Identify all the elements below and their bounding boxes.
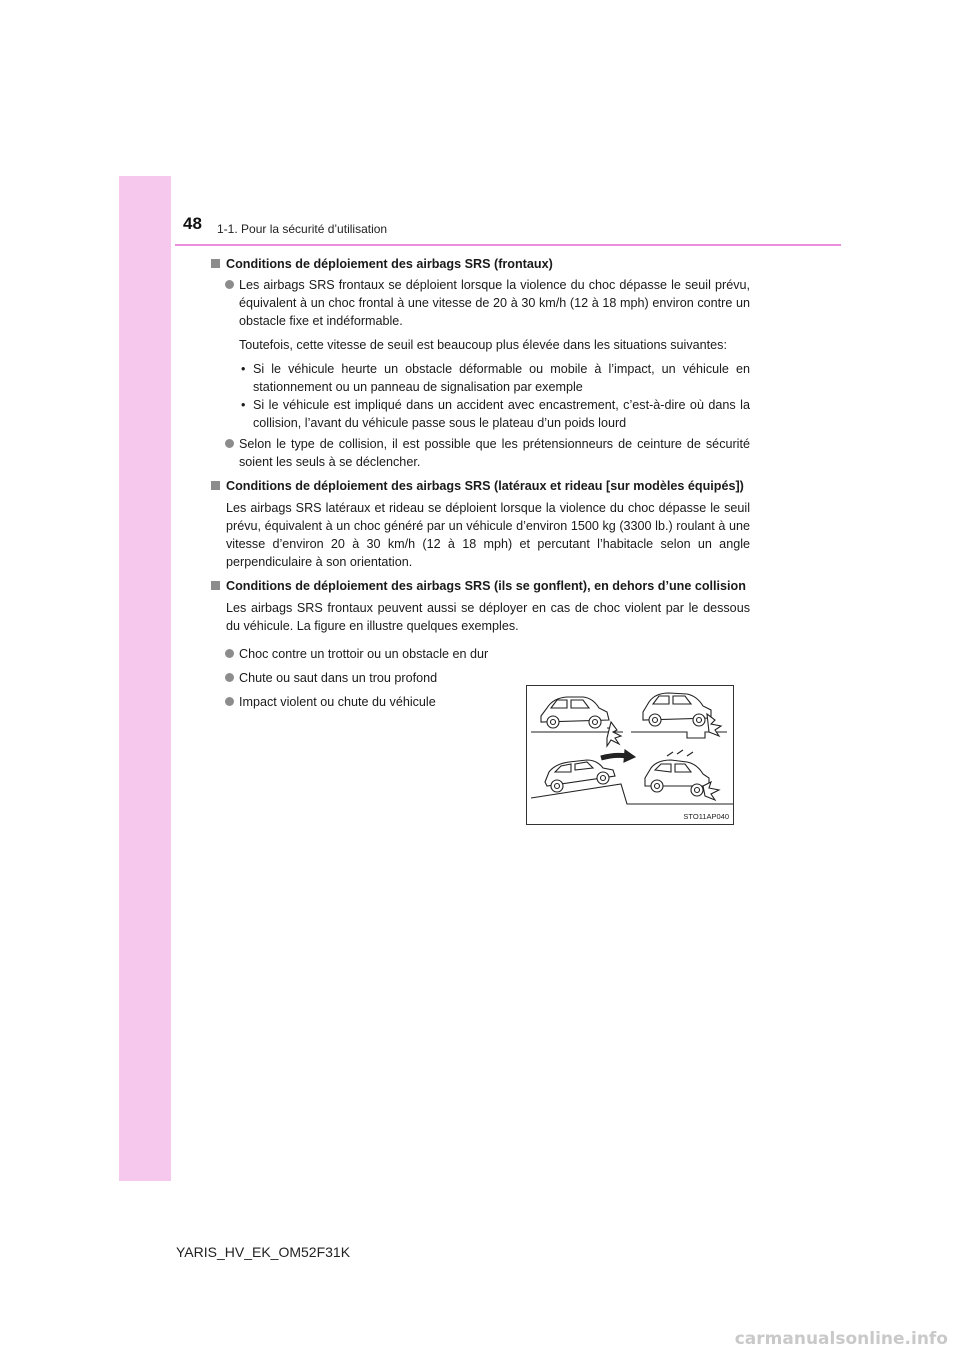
- dot-bullet-icon: •: [241, 362, 246, 376]
- document-code: YARIS_HV_EK_OM52F31K: [176, 1244, 351, 1260]
- sub-list-item: [210, 360, 750, 396]
- round-bullet-icon: [225, 697, 234, 706]
- paragraph: Les airbags SRS latéraux et rideau se déploient lorsque la violence du choc dépasse le seuil prévu, équivalent à un choc généré par un véhicule d’environ 1500 kg (3300 lb.) roulant à une vitesse d’environ 20 à 30 km/h (12 à 18 mph) et percutant l’habitacle selon un angle perpendiculaire à son orientation.: [226, 501, 750, 569]
- collision-examples-illustration: [526, 685, 734, 825]
- car-hole-icon: [631, 693, 727, 738]
- round-bullet-icon: [225, 649, 234, 658]
- list-item: [210, 693, 510, 711]
- bullet-text: Selon le type de collision, il est possible que les prétensionneurs de ceinture de sécurité soient les seuls à se déclencher.: [239, 437, 750, 469]
- dot-bullet-icon: •: [241, 398, 246, 412]
- bullet-text: Impact violent ou chute du véhicule: [239, 695, 436, 709]
- bullet-text: Choc contre un trottoir ou un obstacle en dur: [239, 647, 489, 661]
- paragraph: Les airbags SRS frontaux peuvent aussi se déployer en cas de choc violent par le dessous du véhicule. La figure en illustre quelques exemples.: [226, 601, 750, 633]
- illustration-svg: [527, 686, 733, 824]
- car-curb-icon: [531, 697, 623, 746]
- square-bullet-icon: [211, 259, 220, 268]
- bullet-text: Chute ou saut dans un trou profond: [239, 671, 438, 685]
- list-item: [210, 276, 750, 330]
- heading-text: Conditions de déploiement des airbags SRS (latéraux et rideau [sur modèles équipés]): [226, 479, 744, 493]
- page-content: [210, 255, 750, 711]
- page-number: 48: [183, 214, 202, 233]
- list-item: [210, 669, 510, 687]
- sub-item-text: Si le véhicule est impliqué dans un accident avec encastrement, c’est-à-dire où dans la collision, l’avant du véhicule passe sous le plateau d’un poids lourd: [253, 398, 750, 430]
- section-header-title: 1-1. Pour la sécurité d’utilisation: [217, 222, 388, 236]
- watermark: carmanualsonline.info: [734, 1329, 948, 1349]
- heading-text: Conditions de déploiement des airbags SRS (frontaux): [226, 257, 553, 271]
- side-color-band: [119, 176, 171, 1181]
- section-heading-frontal: [210, 255, 750, 273]
- example-list: [210, 645, 510, 711]
- header-divider: [175, 244, 841, 246]
- square-bullet-icon: [211, 581, 220, 590]
- round-bullet-icon: [225, 673, 234, 682]
- round-bullet-icon: [225, 280, 234, 289]
- round-bullet-icon: [225, 439, 234, 448]
- square-bullet-icon: [211, 481, 220, 490]
- sub-item-text: Si le véhicule heurte un obstacle déformable ou mobile à l’impact, un véhicule en stationnement ou un panneau de signalisation par exemple: [253, 362, 750, 394]
- sub-list-item: [210, 396, 750, 432]
- paragraph: Toutefois, cette vitesse de seuil est beaucoup plus élevée dans les situations suivantes:: [239, 338, 727, 352]
- heading-text: Conditions de déploiement des airbags SRS (ils se gonflent), en dehors d’une collision: [226, 579, 746, 593]
- list-item: [210, 645, 510, 663]
- bullet-text: Les airbags SRS frontaux se déploient lorsque la violence du choc dépasse le seuil prévu, équivalent à un choc frontal à une vitesse de 20 à 30 km/h (12 à 18 mph) environ contre un obstacle fixe et indéformable.: [239, 278, 750, 328]
- section-heading-side-curtain: [210, 477, 750, 495]
- figure-code: STO11AP040: [683, 812, 729, 821]
- car-landing-icon: [645, 750, 719, 800]
- section-heading-non-collision: [210, 577, 750, 595]
- list-item: [210, 435, 750, 471]
